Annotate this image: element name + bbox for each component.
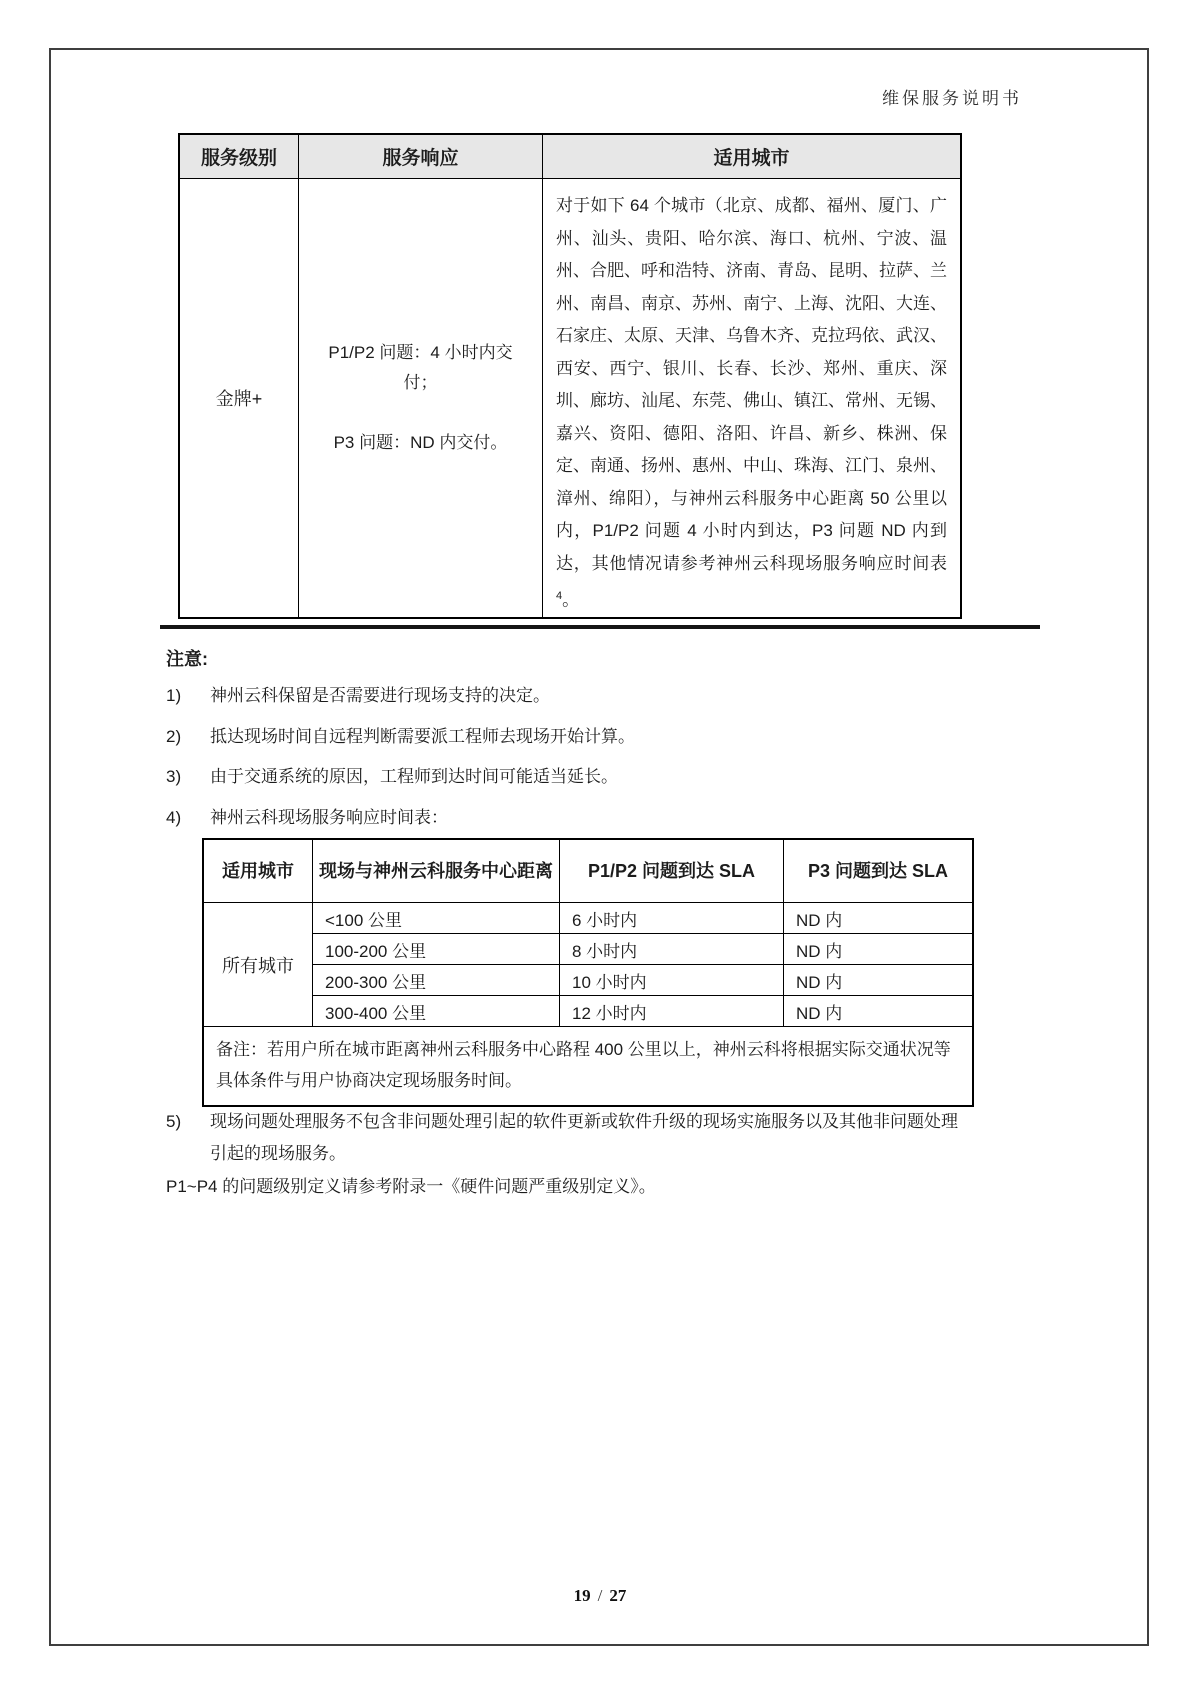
note-text: 抵达现场时间自远程判断需要派工程师去现场开始计算。	[210, 726, 635, 746]
cities-text: 对于如下 64 个城市（北京、成都、福州、厦门、广州、汕头、贵阳、哈尔滨、海口、杭州、宁波、温州、合肥、呼和浩特、济南、青岛、昆明、拉萨、兰州、南昌、南京、苏州、南宁、上海、沈阳、大连、石家庄、太原、天津、乌鲁木齐、克拉玛依、武汉、西安、西宁、银川、长春、长沙、郑州、重庆、深圳、廊坊、汕尾、东莞、佛山、镇江、常州、无锡、嘉兴、资阳、德阳、洛阳、许昌、新乡、株洲、保定、南通、扬州、惠州、中山、珠海、江门、泉州、漳州、绵阳），与神州云科服务中心距离 50 公里以内，P1/P2 问题 4 小时内到达，P3 问题 ND 内到达，其他情况请参考神州云科现场服务响应时间表	[556, 196, 947, 573]
t2-header-distance: 现场与神州云科服务中心距离	[313, 839, 560, 903]
service-level-table-wrap	[178, 133, 962, 619]
response-time-table-wrap	[202, 838, 974, 1107]
note-number: 3)	[166, 767, 182, 786]
t2-cell-p12: 8 小时内	[560, 934, 784, 965]
note-number: 2)	[166, 726, 182, 746]
t1-cell-level: 金牌+	[179, 179, 299, 619]
response-time-table	[202, 838, 974, 1107]
note-item-3	[166, 765, 1026, 790]
cities-period: 。	[562, 590, 580, 610]
t2-header-p3-sla: P3 问题到达 SLA	[784, 839, 974, 903]
t2-cell-scope: 所有城市	[203, 903, 313, 1027]
notes-title: 注意:	[166, 649, 208, 669]
closing-line: P1~P4 的问题级别定义请参考附录一《硬件问题严重级别定义》。	[166, 1177, 656, 1196]
note-text: 现场问题处理服务不包含非问题处理引起的软件更新或软件升级的现场实施服务以及其他非问题处理引起的现场服务。	[210, 1112, 958, 1163]
table-row	[203, 996, 973, 1027]
note-item-1	[166, 684, 1026, 709]
t2-cell-distance: 300-400 公里	[313, 996, 560, 1027]
t1-header-level: 服务级别	[179, 134, 299, 179]
note-text: 由于交通系统的原因，工程师到达时间可能适当延长。	[210, 767, 618, 786]
page-footer	[0, 1586, 1200, 1606]
section-divider-line	[160, 625, 1040, 629]
table-row	[203, 965, 973, 996]
t2-cell-p3: ND 内	[784, 903, 974, 934]
response-line-1: P1/P2 问题：4 小时内交付；	[328, 343, 513, 393]
t1-data-row	[179, 179, 961, 619]
t2-cell-p3: ND 内	[784, 996, 974, 1027]
note-item-5	[166, 1106, 958, 1170]
page-separator: /	[597, 1586, 603, 1605]
service-level-table	[178, 133, 962, 619]
t1-cell-response	[299, 179, 543, 619]
t2-cell-distance: <100 公里	[313, 903, 560, 934]
total-page-number: 27	[609, 1586, 627, 1605]
t2-cell-p3: ND 内	[784, 934, 974, 965]
t2-cell-p12: 6 小时内	[560, 903, 784, 934]
t2-note-row	[203, 1027, 973, 1107]
current-page-number: 19	[573, 1586, 591, 1605]
table-row	[203, 934, 973, 965]
t2-header-city: 适用城市	[203, 839, 313, 903]
note-text: 神州云科保留是否需要进行现场支持的决定。	[210, 686, 550, 705]
t2-cell-p12: 10 小时内	[560, 965, 784, 996]
footnote-marker: 4	[556, 590, 563, 602]
notes-list	[166, 684, 1026, 846]
t2-header-row	[203, 839, 973, 903]
t1-header-response: 服务响应	[299, 134, 543, 179]
t1-cell-cities	[543, 179, 962, 619]
note-number: 1)	[166, 686, 182, 705]
t2-cell-distance: 100-200 公里	[313, 934, 560, 965]
t2-cell-p3: ND 内	[784, 965, 974, 996]
t1-header-row	[179, 134, 961, 179]
t2-header-p12-sla: P1/P2 问题到达 SLA	[560, 839, 784, 903]
note-number: 4)	[166, 807, 182, 827]
t2-cell-p12: 12 小时内	[560, 996, 784, 1027]
doc-title: 维保服务说明书	[882, 89, 1022, 108]
note-text: 神州云科现场服务响应时间表：	[210, 807, 448, 827]
table-row	[203, 903, 973, 934]
note-item-2	[166, 725, 1026, 750]
response-line-2: P3 问题：ND 内交付。	[333, 433, 508, 453]
note-item-4	[166, 806, 1026, 831]
t1-header-cities: 适用城市	[543, 134, 962, 179]
note-number: 5)	[166, 1112, 182, 1131]
t2-note-text: 备注：若用户所在城市距离神州云科服务中心路程 400 公里以上，神州云科将根据实际交通状况等具体条件与用户协商决定现场服务时间。	[203, 1027, 973, 1107]
t2-cell-distance: 200-300 公里	[313, 965, 560, 996]
